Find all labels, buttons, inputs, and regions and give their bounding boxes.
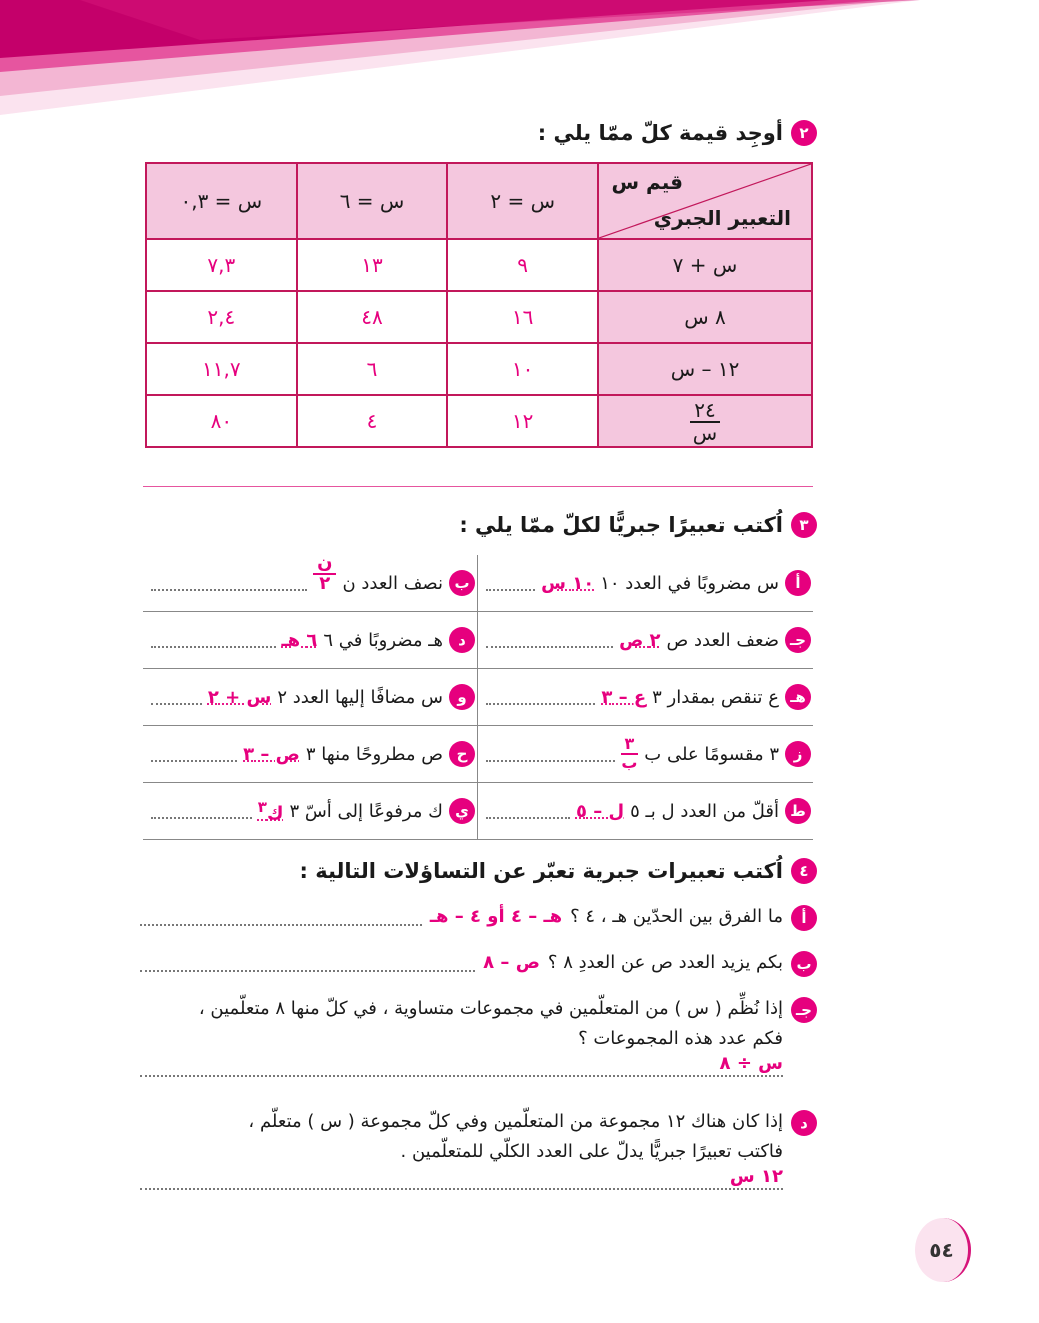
item-text: ع تنقص بمقدار ٣: [652, 686, 779, 708]
item-answer: ل – ٥: [575, 800, 625, 822]
fraction-denominator: ب: [621, 753, 638, 772]
item-answer: س ÷ ٨: [719, 1053, 783, 1075]
item-text: إذا نُظِّم ( س ) من المتعلّمين في مجموعات متساوية ، في كلّ منها ٨ متعلّمين ،: [198, 998, 783, 1019]
exercise3-item: [143, 552, 478, 611]
table-value: ١٠: [447, 343, 598, 395]
item-text: ص مطروحًا منها ٣: [305, 743, 443, 765]
answer-line: [151, 703, 202, 705]
item-answer: ١٢ س: [729, 1166, 783, 1188]
item-text: فاكتب تعبيرًا جبريًّا يدلّ على العدد الكلّي للمتعلّمين .: [400, 1140, 783, 1162]
item-letter: جـ: [785, 627, 811, 653]
row-expression: ١٢ – س: [598, 343, 812, 395]
item-text: بكم يزيد العدد ص عن العددِ ٨ ؟: [547, 952, 783, 973]
fraction: [690, 400, 719, 444]
exercise4-item: [140, 902, 817, 932]
table-value: ١٣: [297, 239, 448, 291]
exercise4-item: [140, 994, 817, 1077]
column-header: س = ٦: [297, 163, 448, 239]
table-value: ٧,٣: [146, 239, 297, 291]
answer-line: [151, 589, 307, 591]
item-body: [140, 948, 783, 978]
table-row: [146, 291, 812, 343]
exercise3-item: [478, 726, 813, 782]
table-value: ٤٨: [297, 291, 448, 343]
answer-line: [486, 703, 595, 705]
table-row: [143, 669, 813, 726]
exercise3-grid: [143, 552, 813, 840]
item-letter: ح: [449, 741, 475, 767]
row-expression: ٨ س: [598, 291, 812, 343]
item-text: إذا كان هناك ١٢ مجموعة من المتعلّمين وفي كلّ مجموعة ( س ) متعلّم ،: [248, 1111, 783, 1132]
item-answer: ٢ ص: [619, 629, 661, 651]
item-answer-power: [258, 798, 284, 824]
answer-line: [140, 1075, 783, 1077]
table-row: [143, 612, 813, 669]
table-value: ٦: [297, 343, 448, 395]
table-row: [146, 395, 812, 447]
fraction-numerator: ن: [313, 554, 336, 575]
exercise4-instruction: اُكتب تعبيرات جبرية تعبّر عن التساؤلات التالية :: [299, 859, 783, 883]
item-letter: ز: [785, 741, 811, 767]
answer-line: [140, 970, 475, 972]
item-letter: جـ: [791, 997, 817, 1023]
item-text: أقلّ من العدد ل بـ ٥: [630, 800, 779, 822]
page-number: ٥٤: [929, 1238, 954, 1262]
table-value: ٩: [447, 239, 598, 291]
exercise2-instruction: أوجِد قيمة كلّ ممّا يلي :: [537, 121, 783, 145]
exercise3-item: [143, 783, 478, 839]
answer-line: [151, 760, 237, 762]
item-letter: ب: [449, 570, 475, 596]
table-corner-cell: [598, 163, 812, 239]
answer-line: [140, 1188, 783, 1190]
fraction-numerator: ٣: [621, 736, 639, 755]
item-body: [140, 1107, 783, 1190]
values-table: [145, 162, 813, 448]
item-text: س مضافًا إليها العدد ٢: [277, 686, 443, 708]
fraction-denominator: ٢: [319, 573, 331, 594]
power-base: ك: [266, 803, 284, 824]
item-text: س مضروبًا في العدد ١٠: [600, 572, 779, 594]
item-answer: ع – ٣: [601, 686, 647, 708]
item-answer: ص – ٨: [483, 952, 540, 973]
fraction-numerator: ٢٤: [690, 400, 719, 423]
column-header: س = ٠,٣: [146, 163, 297, 239]
item-body: [140, 994, 783, 1077]
exercise3-number: ٣: [791, 512, 817, 538]
answer-line: [151, 817, 252, 819]
item-letter: ط: [785, 798, 811, 824]
item-text: ٣ مقسومًا على ب: [644, 743, 779, 765]
table-value: ٨٠: [146, 395, 297, 447]
item-letter: د: [791, 1110, 817, 1136]
exercise3-heading: [459, 512, 817, 538]
item-text: هـ مضروبًا في ٦: [323, 629, 443, 651]
answer-line: [486, 760, 615, 762]
table-row: [143, 726, 813, 783]
table-header-row: [146, 163, 812, 239]
item-letter: أ: [785, 570, 811, 596]
item-letter: هـ: [785, 684, 811, 710]
page-number-badge: [915, 1218, 971, 1282]
table-row: [146, 343, 812, 395]
exercise2-number: ٢: [791, 120, 817, 146]
table-value: ١٦: [447, 291, 598, 343]
corner-bottom-label: التعبير الجبري: [653, 206, 791, 230]
answer-line: [151, 646, 276, 648]
exercise4-number: ٤: [791, 858, 817, 884]
row-expression: س + ٧: [598, 239, 812, 291]
answer-line: [486, 646, 613, 648]
exercise3-item: [478, 555, 813, 611]
exercise4-heading: [300, 858, 817, 884]
table-row: [146, 239, 812, 291]
table-row: [143, 783, 813, 840]
corner-top-label: قيم س: [611, 170, 683, 194]
item-answer: ١٠ س: [541, 572, 595, 594]
exercise3-item: [478, 612, 813, 668]
exercise4-item: [140, 1107, 817, 1190]
fraction-denominator: س: [692, 421, 718, 445]
exercise3-instruction: اُكتب تعبيرًا جبريًّا لكلّ ممّا يلي :: [459, 513, 783, 537]
item-text: ك مرفوعًا إلى أسّ ٣: [289, 800, 443, 822]
item-letter: و: [449, 684, 475, 710]
item-text: نصف العدد ن: [342, 572, 443, 594]
item-answer: ٦ هـ: [281, 629, 318, 651]
section-divider: [143, 486, 813, 487]
row-expression-fraction: [598, 395, 812, 447]
item-answer: هـ – ٤ أو ٤ – هـ: [429, 906, 563, 927]
item-answer: ص – ٣: [243, 743, 300, 765]
item-text: فكم عدد هذه المجموعات ؟: [578, 1027, 783, 1049]
item-body: [140, 902, 783, 932]
item-answer-fraction: [621, 736, 639, 772]
item-letter: أ: [791, 905, 817, 931]
exercise3-item: [478, 783, 813, 839]
answer-line: [486, 589, 535, 591]
exercise3-item: [478, 669, 813, 725]
table-value: ٤: [297, 395, 448, 447]
header-ribbon: [0, 0, 1039, 130]
answer-line: [140, 924, 422, 926]
table-value: ١١,٧: [146, 343, 297, 395]
exercise2-heading: [538, 120, 817, 146]
power-exponent: ٣: [257, 798, 267, 816]
exercise3-item: [143, 726, 478, 782]
exercise4-item: [140, 948, 817, 978]
answer-line: [486, 817, 570, 819]
table-value: ١٢: [447, 395, 598, 447]
exercise3-item: [143, 612, 478, 668]
item-letter: د: [449, 627, 475, 653]
table-row: [143, 552, 813, 612]
table-value: ٢,٤: [146, 291, 297, 343]
exercise3-item: [143, 669, 478, 725]
item-answer-fraction: [313, 554, 336, 594]
item-answer: س + ٢: [207, 686, 272, 708]
item-letter: ب: [791, 951, 817, 977]
item-text: ما الفرق بين الحدّين هـ ، ٤ ؟: [570, 906, 783, 927]
item-text: ضعف العدد ص: [666, 629, 779, 651]
item-letter: ي: [449, 798, 475, 824]
column-header: س = ٢: [447, 163, 598, 239]
